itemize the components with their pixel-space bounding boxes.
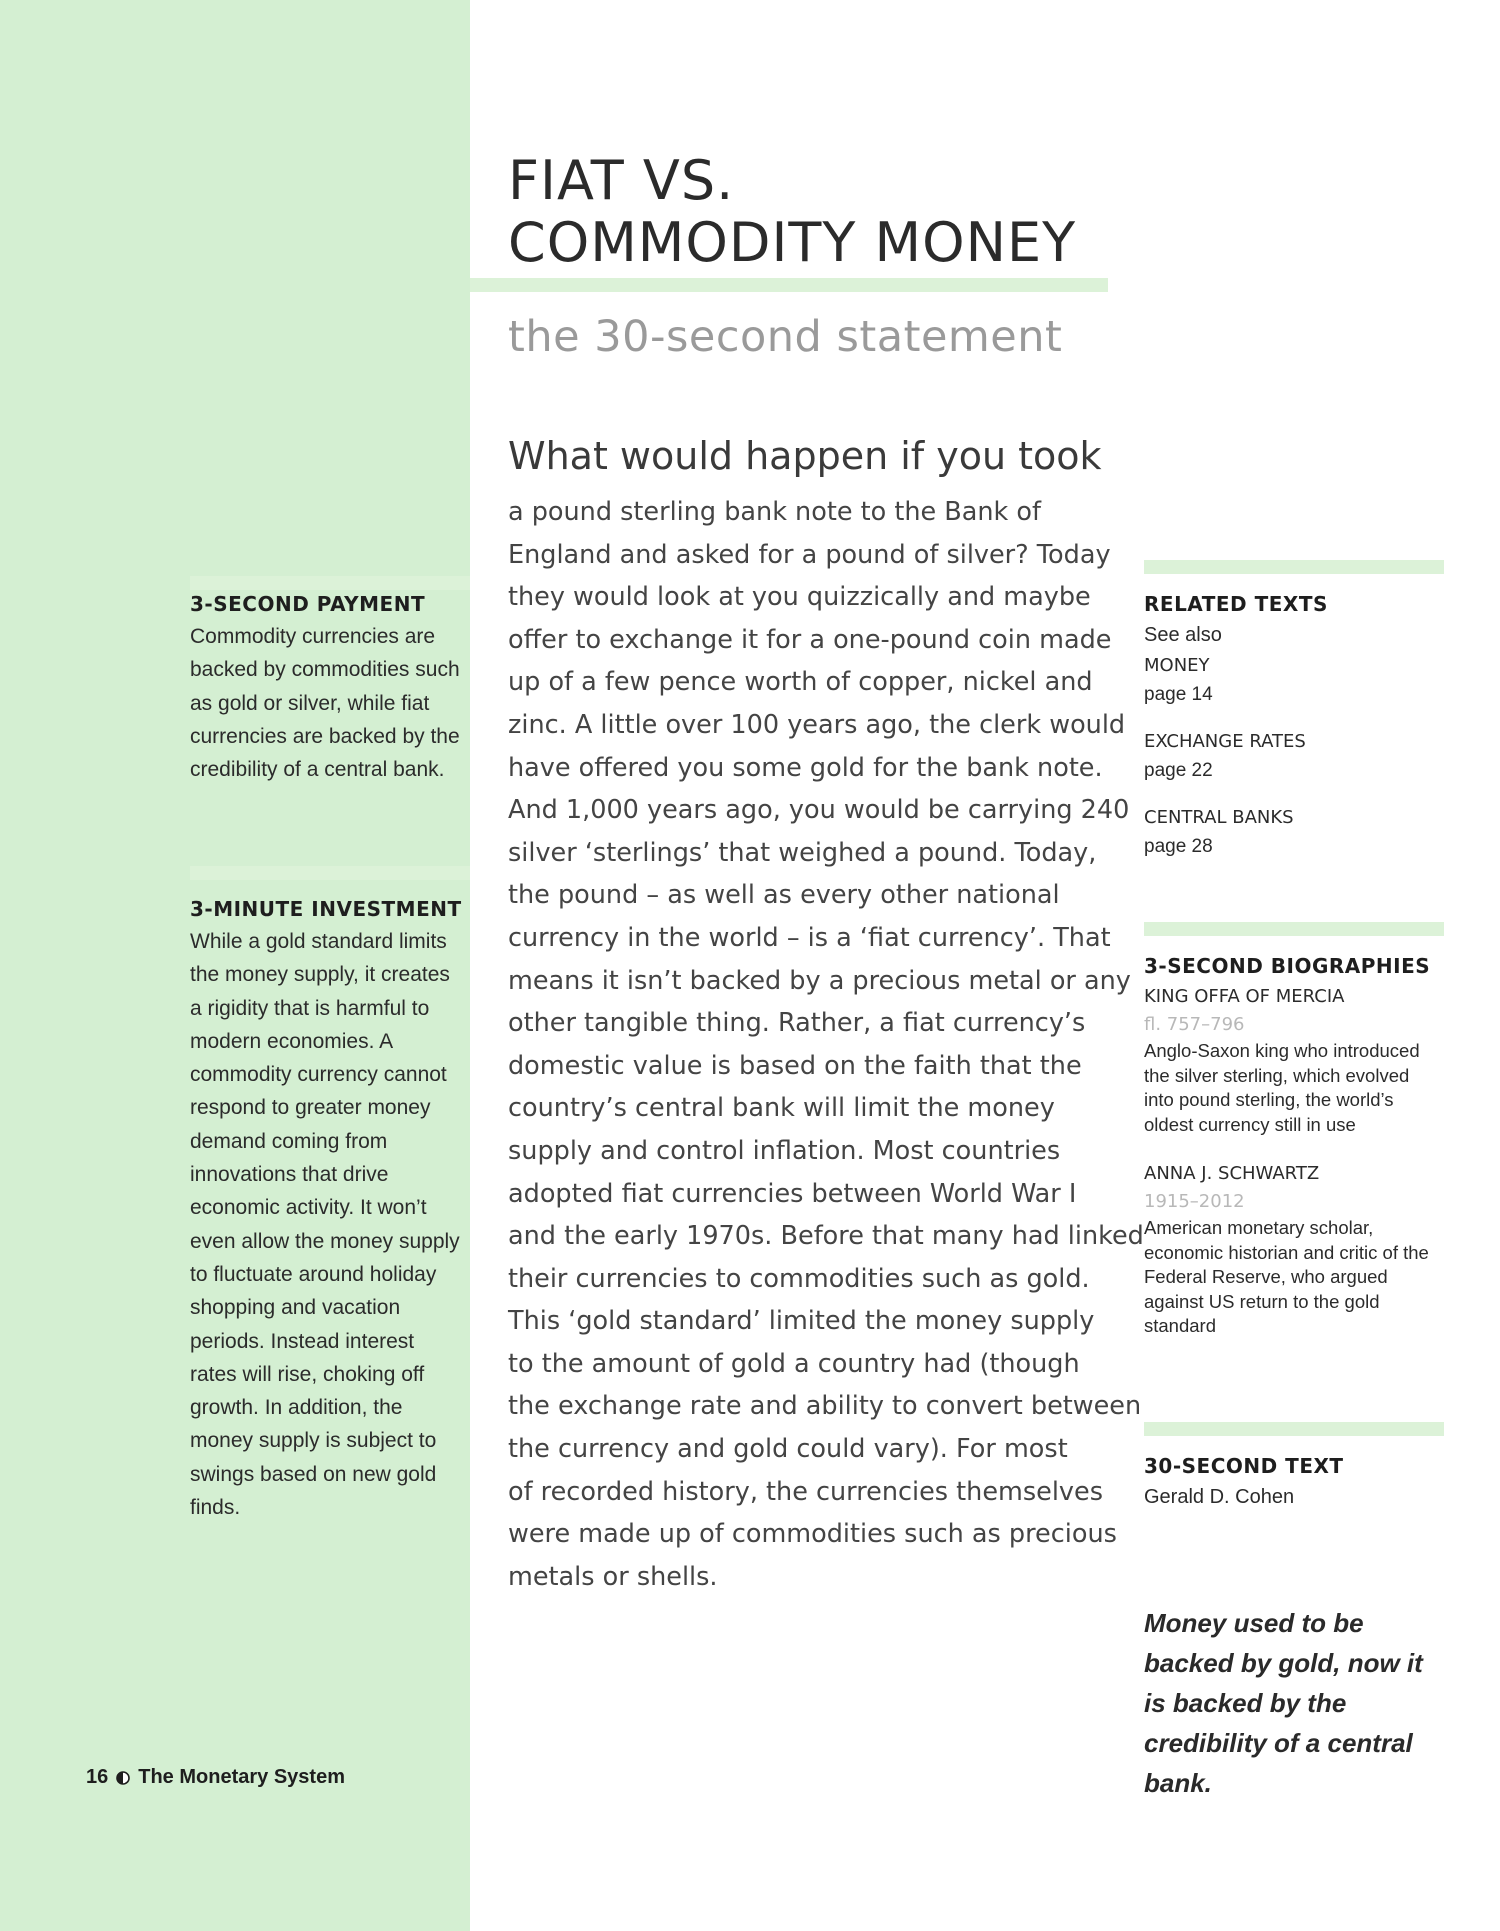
section-subtitle: the 30-second statement bbox=[508, 312, 1063, 362]
related-item-title: CENTRAL BANKS bbox=[1144, 807, 1294, 828]
biography-name: KING OFFA OF MERCIA bbox=[1144, 986, 1345, 1007]
biographies-block bbox=[1144, 954, 1444, 1361]
lead-sentence: What would happen if you took bbox=[508, 434, 1102, 478]
biography-years: 1915–2012 bbox=[1144, 1191, 1245, 1212]
body-line: domestic value is based on the faith that the bbox=[508, 1050, 1082, 1081]
body-line: And 1,000 years ago, you would be carrying 240 bbox=[508, 795, 1130, 826]
body-line: have offered you some gold for the bank note. bbox=[508, 752, 1103, 783]
section-name: The Monetary System bbox=[138, 1766, 345, 1788]
body-line: of recorded history, the currencies themselves bbox=[508, 1476, 1103, 1507]
author-block bbox=[1144, 1454, 1444, 1513]
body-line: were made up of commodities such as precious bbox=[508, 1519, 1117, 1550]
biography-description: American monetary scholar, economic historian and critic of the Federal Reserve, who argued against US return to the gold standard bbox=[1144, 1217, 1429, 1336]
related-item-title: EXCHANGE RATES bbox=[1144, 731, 1306, 752]
body-line: This ‘gold standard’ limited the money supply bbox=[508, 1306, 1095, 1337]
see-also-label: See also bbox=[1144, 624, 1222, 646]
page-title bbox=[508, 150, 1076, 274]
author-rule bbox=[1144, 1422, 1444, 1436]
biographies-heading: 3-SECOND BIOGRAPHIES bbox=[1144, 954, 1431, 978]
biography-name: ANNA J. SCHWARTZ bbox=[1144, 1163, 1320, 1184]
body-line: currency in the world – is a ‘fiat currency’. That bbox=[508, 922, 1111, 953]
title-line-1: FIAT VS. bbox=[508, 149, 735, 212]
biographies-rule bbox=[1144, 922, 1444, 936]
pull-quote: Money used to be backed by gold, now it is backed by the credibility of a central bank. bbox=[1144, 1608, 1423, 1798]
body-line: and the early 1970s. Before that many had linked bbox=[508, 1221, 1144, 1252]
body-line: the pound – as well as every other national bbox=[508, 880, 1060, 911]
body-line: they would look at you quizzically and maybe bbox=[508, 582, 1091, 613]
page-number: 16 bbox=[86, 1766, 109, 1788]
related-heading: RELATED TEXTS bbox=[1144, 592, 1328, 616]
body-line: country’s central bank will limit the money bbox=[508, 1093, 1055, 1124]
sidebar-rule-2 bbox=[190, 866, 470, 880]
body-line: silver ‘sterlings’ that weighed a pound. Today, bbox=[508, 837, 1097, 868]
body-line: their currencies to commodities such as gold. bbox=[508, 1263, 1090, 1294]
title-rule bbox=[470, 278, 1108, 292]
body-line: zinc. A little over 100 years ago, the clerk would bbox=[508, 709, 1126, 740]
body-line: means it isn’t backed by a precious metal or any bbox=[508, 965, 1131, 996]
page-footer bbox=[86, 1766, 345, 1789]
body-line: metals or shells. bbox=[508, 1561, 718, 1592]
related-item-page: page 14 bbox=[1144, 684, 1213, 705]
payment-heading: 3-SECOND PAYMENT bbox=[190, 592, 426, 616]
body-line: the currency and gold could vary). For most bbox=[508, 1434, 1068, 1465]
author-name: Gerald D. Cohen bbox=[1144, 1486, 1295, 1508]
body-line: offer to exchange it for a one-pound coin made bbox=[508, 624, 1112, 655]
author-heading: 30-SECOND TEXT bbox=[1144, 1454, 1344, 1478]
body-line: the exchange rate and ability to convert between bbox=[508, 1391, 1142, 1422]
title-line-2: COMMODITY MONEY bbox=[508, 211, 1077, 274]
body-line: a pound sterling bank note to the Bank of bbox=[508, 497, 1042, 527]
related-item-title: MONEY bbox=[1144, 655, 1210, 676]
body-line: to the amount of gold a country had (though bbox=[508, 1348, 1080, 1379]
related-rule bbox=[1144, 560, 1444, 574]
biography-description: Anglo-Saxon king who introduced the silver sterling, which evolved into pound sterling, the world’s oldest currency still in use bbox=[1144, 1040, 1420, 1135]
sidebar-rule-1 bbox=[190, 576, 470, 590]
half-circle-icon bbox=[116, 1771, 130, 1785]
body-line: adopted fiat currencies between World War I bbox=[508, 1178, 1077, 1209]
three-second-payment-block bbox=[190, 592, 475, 786]
payment-text: Commodity currencies are backed by commodities such as gold or silver, while fiat currencies are backed by the credibility of a central bank. bbox=[190, 625, 460, 782]
three-minute-investment-block bbox=[190, 897, 475, 1524]
biography-years: fl. 757–796 bbox=[1144, 1014, 1245, 1035]
related-texts-block bbox=[1144, 592, 1444, 879]
body-line: supply and control inflation. Most countries bbox=[508, 1135, 1061, 1166]
body-line: other tangible thing. Rather, a fiat currency’s bbox=[508, 1008, 1086, 1039]
body-line: up of a few pence worth of copper, nickel and bbox=[508, 667, 1093, 698]
related-item-page: page 28 bbox=[1144, 836, 1213, 857]
body-paragraph bbox=[508, 491, 1144, 1598]
investment-heading: 3-MINUTE INVESTMENT bbox=[190, 897, 462, 921]
investment-text: While a gold standard limits the money supply, it creates a rigidity that is harmful to modern economies. A commodity currency cannot respond to greater money demand coming from innovations that drive economic activity. It won’t even allow the money supply to fluctuate around holiday shopping and vacation periods. Instead interest rates will rise, choking off growth. In addition, the money supply is subject to swings based on new gold finds. bbox=[190, 930, 460, 1520]
body-line: England and asked for a pound of silver? Today bbox=[508, 539, 1111, 570]
related-item-page: page 22 bbox=[1144, 760, 1213, 781]
